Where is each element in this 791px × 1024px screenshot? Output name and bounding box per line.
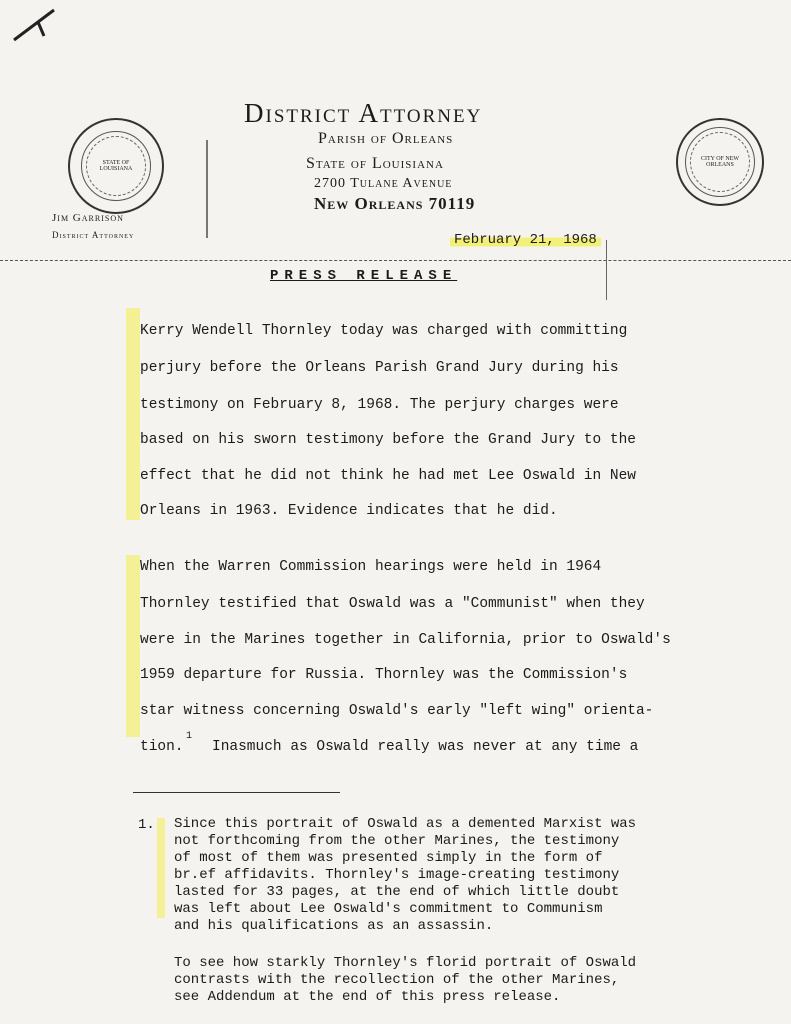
pen-mark [10,6,60,46]
body-line: 1959 departure for Russia. Thornley was the Commission's [140,667,628,683]
footnote-line: contrasts with the recollection of the other Marines, [174,972,620,988]
official-name: Jim Garrison [52,212,124,224]
body-line: based on his sworn testimony before the Grand Jury to the [140,432,636,448]
footnote-line: was left about Lee Oswald's commitment to Communism [174,901,603,917]
footnote-line: Since this portrait of Oswald as a demented Marxist was [174,816,637,832]
footnote-line: and his qualifications as an assassin. [174,918,494,934]
address-line-4: New Orleans 70119 [314,194,476,213]
address-line-2: State of Louisiana [306,155,444,172]
body-line: Thornley testified that Oswald was a "Communist" when they [140,596,645,612]
footnote-line: see Addendum at the end of this press release. [174,989,561,1005]
footnote-rule [133,792,340,793]
body-line: perjury before the Orleans Parish Grand Jury during his [140,360,619,376]
body-line: were in the Marines together in California, prior to Oswald's [140,632,671,648]
footnote-line: lasted for 33 pages, at the end of which little doubt [174,884,620,900]
press-release-heading: PRESS RELEASE [270,268,458,284]
footnote-marker: 1 [186,731,193,742]
body-line: Orleans in 1963. Evidence indicates that he did. [140,503,558,519]
footnote-line: br.ef affidavits. Thornley's image-creating testimony [174,867,620,883]
body-line: effect that he did not think he had met Lee Oswald in New [140,468,636,484]
footnote-line: not forthcoming from the other Marines, the testimony [174,833,620,849]
letterhead-title: District Attorney [244,98,483,128]
footnote-line: of most of them was presented simply in the form of [174,850,603,866]
highlight-footnote [157,818,165,918]
state-seal-left: STATE OF LOUISIANA [68,118,164,214]
body-line: tion. [140,739,184,755]
release-date: February 21, 1968 [450,232,601,248]
body-line: Kerry Wendell Thornley today was charged with committing [140,323,628,339]
body-line: star witness concerning Oswald's early "left wing" orienta- [140,703,654,719]
fold-mark [606,240,607,300]
footnote-line: To see how starkly Thornley's florid portrait of Oswald [174,955,637,971]
body-line: testimony on February 8, 1968. The perjury charges were [140,397,619,413]
header-divider [0,260,791,261]
body-line: Inasmuch as Oswald really was never at any time a [212,739,639,755]
letterhead-divider [206,140,208,238]
address-line-3: 2700 Tulane Avenue [314,176,453,191]
footnote-number: 1. [138,817,155,833]
official-title: District Attorney [52,230,135,240]
address-line-1: Parish of Orleans [318,130,454,147]
body-line: When the Warren Commission hearings were held in 1964 [140,559,602,575]
highlight-paragraph-2 [126,555,140,737]
highlight-paragraph-1 [126,308,140,520]
city-seal-right: CITY OF NEW ORLEANS [676,118,764,206]
